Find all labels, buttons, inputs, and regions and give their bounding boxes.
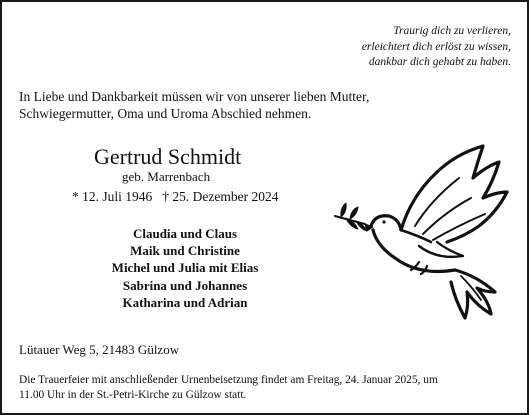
mourner-name: Sabrina und Johannes: [122, 277, 248, 293]
intro-line: Schwiegermutter, Oma und Uroma Abschied nehmen.: [19, 105, 312, 121]
mourner-name: Claudia und Claus: [132, 226, 238, 241]
intro-line: In Liebe und Dankbarkeit müssen wir von unserer lieben Mutter,: [19, 89, 370, 104]
family-address: Lütauer Weg 5, 21483 Gülzow: [19, 342, 180, 357]
service-line: 11.00 Uhr in der St.-Petri-Kirche zu Gülzow statt.: [19, 388, 247, 401]
deceased-name: Gertrud Schmidt: [94, 144, 242, 169]
quote-line: Traurig dich zu verlieren,: [393, 25, 511, 37]
death-date: † 25. Dezember 2024: [162, 189, 279, 204]
funeral-service-info: [19, 373, 438, 402]
quote-line: dankbar dich gehabt zu haben.: [368, 56, 511, 68]
quote-line: erleichtert dich erlöst zu wissen,: [361, 40, 511, 53]
maiden-name: geb. Marrenbach: [122, 169, 211, 184]
dove-with-olive-branch-icon: [327, 142, 517, 322]
birth-date: * 12. Juli 1946: [72, 189, 153, 204]
mourner-name: Maik und Christine: [130, 243, 240, 259]
mourners-list: [40, 225, 330, 311]
intro-text: [19, 89, 369, 122]
memorial-quote: [362, 24, 511, 71]
service-line: Die Trauerfeier mit anschließender Urnenbeisetzung findet am Freitag, 24. Januar 2025, um: [19, 374, 438, 386]
life-dates: [72, 189, 278, 205]
mourner-name: Katharina und Adrian: [122, 294, 248, 310]
mourner-name: Michel und Julia mit Elias: [111, 260, 259, 276]
